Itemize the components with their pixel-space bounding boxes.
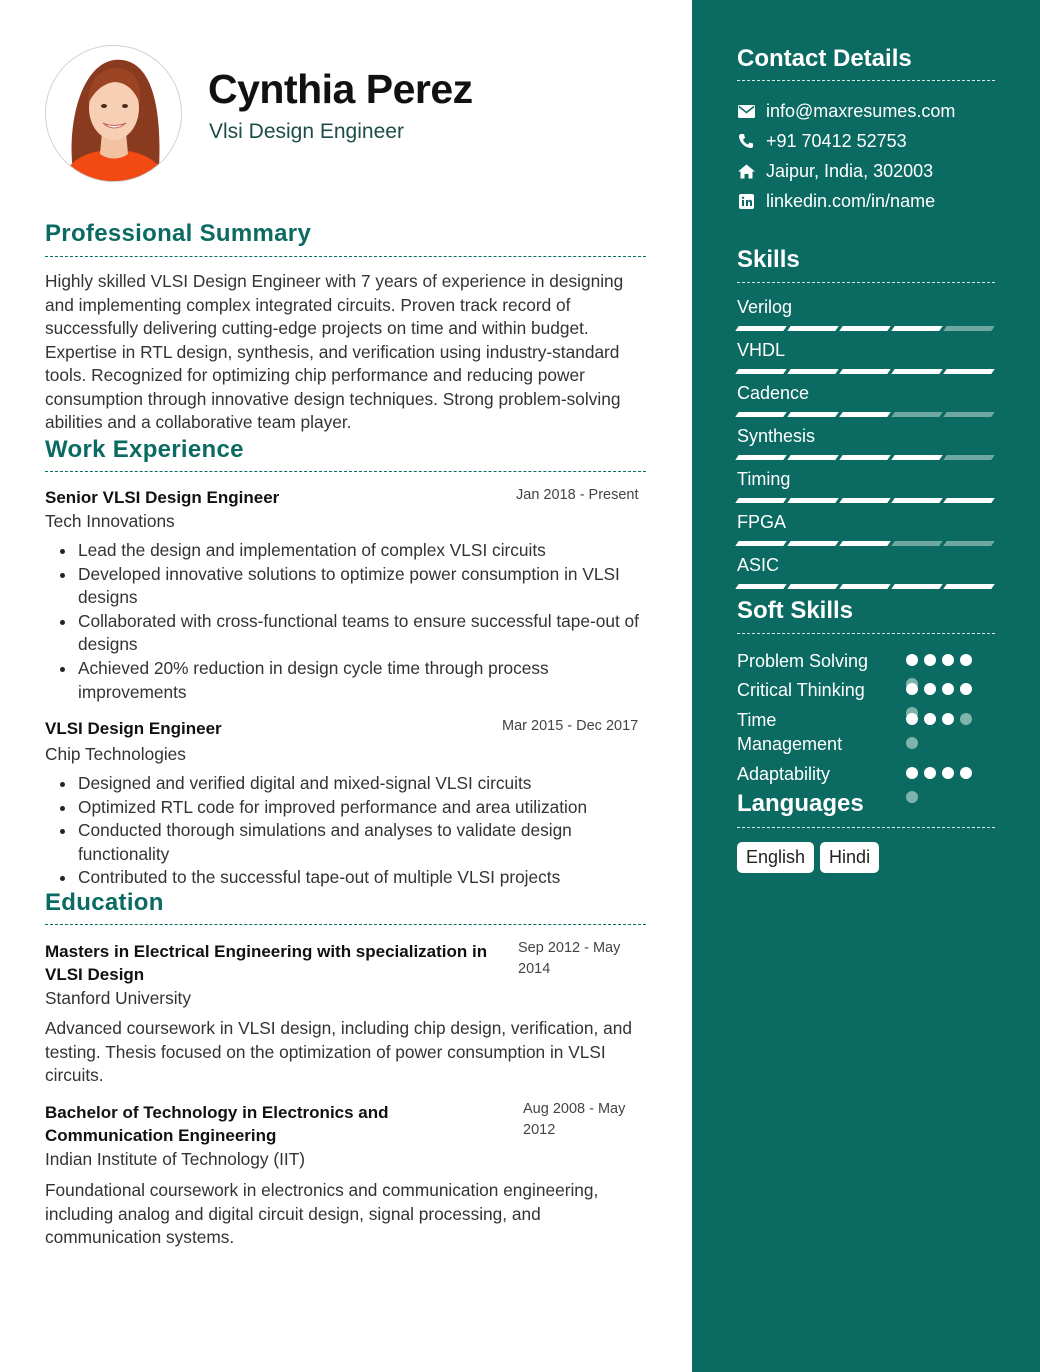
skill-name: Synthesis	[737, 426, 816, 446]
skill-level-segment	[943, 498, 995, 503]
rating-dot	[942, 713, 954, 725]
contact-divider	[737, 80, 995, 81]
skill-level-segment	[787, 498, 839, 503]
home-icon	[737, 162, 755, 180]
skill-name: Timing	[737, 469, 791, 489]
list-item: Lead the design and implementation of complex VLSI circuits	[58, 539, 648, 563]
languages-divider	[737, 827, 995, 828]
language-tag: Hindi	[820, 842, 879, 873]
rating-dot	[960, 767, 972, 779]
soft-skill-rating	[906, 767, 978, 803]
list-item: Achieved 20% reduction in design cycle time through process improvements	[58, 657, 648, 704]
skill-level-segment	[891, 326, 943, 331]
skill-level-segment	[943, 455, 995, 460]
list-item: Conducted thorough simulations and analyses to validate design functionality	[58, 819, 648, 866]
skill-level-bar	[737, 369, 993, 374]
skill-level-segment	[787, 412, 839, 417]
rating-dot	[906, 791, 918, 803]
contact-address-text: Jaipur, India, 302003	[766, 160, 934, 181]
rating-dot	[960, 683, 972, 695]
skill-level-segment	[891, 541, 943, 546]
languages-heading: Languages	[737, 790, 864, 817]
skill-level-segment	[787, 369, 839, 374]
soft-skill-rating	[906, 713, 978, 749]
contact-linkedin-text: linkedin.com/in/name	[766, 190, 936, 211]
profile-photo-illustration	[46, 46, 182, 182]
skill-level-bar	[737, 498, 993, 503]
summary-divider	[45, 256, 646, 257]
list-item: Designed and verified digital and mixed-signal VLSI circuits	[58, 772, 648, 796]
skill-level-segment	[735, 584, 787, 589]
rating-dot	[942, 767, 954, 779]
skill-level-segment	[735, 369, 787, 374]
education-school: Stanford University	[45, 988, 191, 1008]
skill-level-segment	[735, 326, 787, 331]
soft-skills-divider	[737, 633, 995, 634]
list-item: Contributed to the successful tape-out of multiple VLSI projects	[58, 866, 648, 890]
phone-icon	[737, 132, 755, 150]
language-tag: English	[737, 842, 814, 873]
skill-level-segment	[787, 326, 839, 331]
skill-level-bar	[737, 326, 993, 331]
contact-phone-text: +91 70412 52753	[766, 130, 907, 151]
soft-skills-heading: Soft Skills	[737, 597, 854, 624]
contact-phone[interactable]	[737, 129, 907, 153]
skill-level-segment	[735, 455, 787, 460]
skill-level-bar	[737, 455, 993, 460]
education-school: Indian Institute of Technology (IIT)	[45, 1149, 306, 1169]
rating-dot	[906, 654, 918, 666]
rating-dot	[960, 713, 972, 725]
list-item: Collaborated with cross-functional teams to ensure successful tape-out of designs	[58, 610, 648, 657]
profile-photo	[45, 45, 182, 182]
skill-level-segment	[891, 455, 943, 460]
skill-level-segment	[839, 326, 891, 331]
experience-heading: Work Experience	[45, 436, 244, 463]
languages-list	[737, 842, 879, 873]
education-date: Aug 2008 - May 2012	[523, 1101, 626, 1138]
skill-level-segment	[839, 455, 891, 460]
education-degree: Bachelor of Technology in Electronics and Communication Engineering	[45, 1103, 389, 1145]
experience-divider	[45, 471, 646, 472]
job-title: VLSI Design Engineer	[45, 719, 222, 738]
education-degree: Masters in Electrical Engineering with specialization in VLSI Design	[45, 942, 488, 984]
contact-email-text: info@maxresumes.com	[766, 100, 956, 121]
skill-level-segment	[943, 412, 995, 417]
contact-linkedin[interactable]	[737, 189, 935, 213]
education-heading: Education	[45, 889, 164, 916]
job-company: Tech Innovations	[45, 511, 175, 531]
skill-level-segment	[943, 584, 995, 589]
envelope-icon	[737, 102, 755, 120]
skill-name: FPGA	[737, 512, 787, 532]
job-bullets	[58, 539, 648, 704]
skill-level-segment	[891, 498, 943, 503]
education-divider	[45, 924, 646, 925]
rating-dot	[924, 767, 936, 779]
job-date: Jan 2018 - Present	[516, 487, 639, 503]
job-company: Chip Technologies	[45, 744, 186, 764]
skill-level-segment	[839, 412, 891, 417]
rating-dot	[942, 654, 954, 666]
rating-dot	[942, 683, 954, 695]
soft-skill-name: Critical Thinking	[737, 680, 865, 700]
skill-level-segment	[839, 541, 891, 546]
skill-level-segment	[943, 326, 995, 331]
rating-dot	[924, 713, 936, 725]
skill-level-segment	[891, 584, 943, 589]
skills-heading: Skills	[737, 246, 800, 273]
skill-level-segment	[839, 584, 891, 589]
candidate-role: Vlsi Design Engineer	[209, 120, 404, 143]
summary-heading: Professional Summary	[45, 220, 312, 247]
candidate-name: Cynthia Perez	[208, 66, 473, 112]
skill-level-segment	[839, 369, 891, 374]
skill-name: Cadence	[737, 383, 810, 403]
contact-email[interactable]	[737, 99, 955, 123]
education-description: Foundational coursework in electronics and communication engineering, including analog and digital circuit design, signal processing, and communication systems.	[45, 1180, 599, 1247]
list-item: Optimized RTL code for improved performance and area utilization	[58, 796, 648, 820]
contact-heading: Contact Details	[737, 45, 912, 72]
skill-level-bar	[737, 584, 993, 589]
skill-level-bar	[737, 412, 993, 417]
education-description: Advanced coursework in VLSI design, including chip design, verification, and testing. Thesis focused on the optimization of power consumption in VLSI circuits.	[45, 1018, 632, 1085]
skill-level-segment	[839, 498, 891, 503]
skill-level-segment	[891, 369, 943, 374]
skill-level-segment	[943, 541, 995, 546]
job-title: Senior VLSI Design Engineer	[45, 488, 280, 507]
job-date: Mar 2015 - Dec 2017	[502, 718, 639, 734]
soft-skill-name: Adaptability	[737, 764, 831, 784]
soft-skill-name: Problem Solving	[737, 651, 869, 671]
skill-name: Verilog	[737, 297, 793, 317]
skill-level-segment	[787, 541, 839, 546]
skill-name: VHDL	[737, 340, 786, 360]
skill-level-segment	[735, 412, 787, 417]
rating-dot	[924, 654, 936, 666]
rating-dot	[906, 713, 918, 725]
rating-dot	[906, 683, 918, 695]
skill-level-bar	[737, 541, 993, 546]
linkedin-icon	[737, 192, 755, 210]
skill-name: ASIC	[737, 555, 780, 575]
skills-divider	[737, 282, 995, 283]
skill-level-segment	[943, 369, 995, 374]
rating-dot	[906, 737, 918, 749]
rating-dot	[960, 654, 972, 666]
soft-skill-name: Time Management	[737, 710, 843, 754]
contact-address	[737, 159, 933, 183]
rating-dot	[924, 683, 936, 695]
skill-level-segment	[787, 455, 839, 460]
rating-dot	[906, 767, 918, 779]
summary-text: Highly skilled VLSI Design Engineer with 7 years of experience in designing and implementing complex integrated circuits. Proven track record of successfully delivering cutting-edge projects on time and within budget. Expertise in RTL design, synthesis, and verification using industry-standard tools. Recognized for optimizing chip performance and reducing power consumption through innovative design techniques. Strong problem-solving abilities and a collaborative team player.	[45, 271, 624, 432]
skill-level-segment	[735, 498, 787, 503]
skill-level-segment	[735, 541, 787, 546]
skill-level-segment	[891, 412, 943, 417]
skill-level-segment	[787, 584, 839, 589]
list-item: Developed innovative solutions to optimize power consumption in VLSI designs	[58, 563, 648, 610]
education-date: Sep 2012 - May 2014	[518, 940, 621, 977]
sidebar	[692, 0, 1040, 1372]
job-bullets	[58, 772, 648, 890]
